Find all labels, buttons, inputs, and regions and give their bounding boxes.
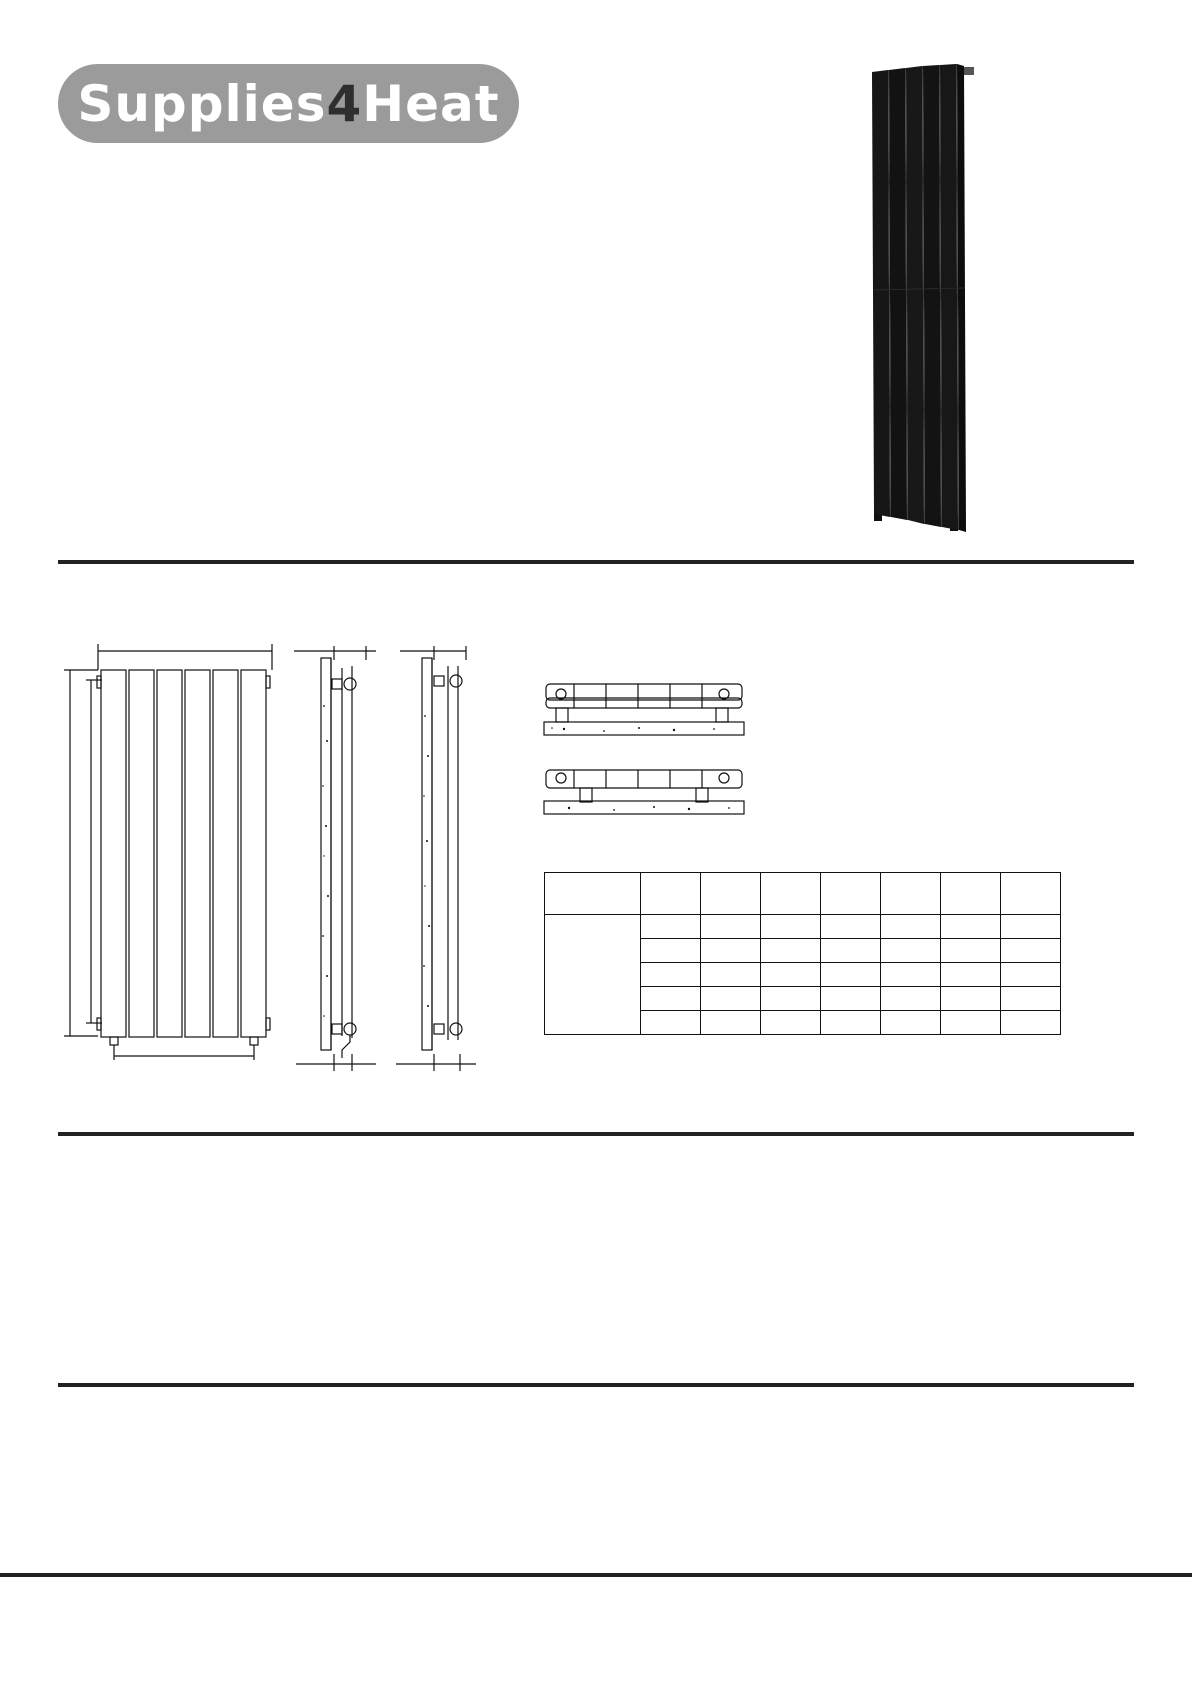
logo-number: 4	[326, 74, 363, 133]
table-cell	[641, 939, 701, 963]
table-header-cell	[821, 873, 881, 915]
table-cell	[1001, 987, 1061, 1011]
table-cell	[641, 915, 701, 939]
table-cell	[881, 1011, 941, 1035]
footer-divider	[0, 1573, 1192, 1577]
top-valve-icon	[964, 67, 974, 75]
table-cell	[821, 939, 881, 963]
section-divider-3	[58, 1383, 1134, 1387]
table-cell	[701, 939, 761, 963]
table-header-row	[545, 873, 1061, 915]
table-header-cell	[545, 873, 641, 915]
table-cell	[761, 915, 821, 939]
brand-logo	[58, 64, 519, 143]
table-row	[545, 915, 1061, 939]
table-cell	[761, 939, 821, 963]
table-cell	[1001, 1011, 1061, 1035]
table-header-cell	[701, 873, 761, 915]
table-cell	[701, 915, 761, 939]
table-cell	[761, 987, 821, 1011]
table-header-cell	[941, 873, 1001, 915]
table-cell	[821, 963, 881, 987]
section-divider-1	[58, 560, 1134, 564]
table-cell	[761, 1011, 821, 1035]
spec-table	[544, 872, 1061, 1035]
table-cell	[701, 987, 761, 1011]
table-cell	[881, 963, 941, 987]
table-cell	[821, 987, 881, 1011]
table-cell	[881, 939, 941, 963]
table-cell	[761, 963, 821, 987]
table-cell	[1001, 939, 1061, 963]
table-cell	[701, 1011, 761, 1035]
table-cell	[641, 987, 701, 1011]
table-cell	[641, 963, 701, 987]
side-view-drawing-1	[294, 646, 378, 1071]
table-cell	[821, 1011, 881, 1035]
table-cell	[941, 915, 1001, 939]
table-cell	[941, 939, 1001, 963]
table-cell	[941, 987, 1001, 1011]
table-cell	[1001, 963, 1061, 987]
connection-diagram-1	[544, 682, 744, 737]
table-cell	[701, 963, 761, 987]
radiator-product-image	[860, 62, 980, 537]
table-cell	[941, 1011, 1001, 1035]
table-cell	[941, 963, 1001, 987]
connection-diagram-2	[544, 768, 744, 816]
table-cell	[881, 987, 941, 1011]
side-view-drawing-2	[396, 646, 480, 1071]
table-header-cell	[761, 873, 821, 915]
logo-suffix: Heat	[362, 74, 500, 133]
section-divider-2	[58, 1132, 1134, 1136]
table-cell	[641, 1011, 701, 1035]
table-header-cell	[641, 873, 701, 915]
front-view-drawing	[62, 640, 282, 1065]
table-cell	[1001, 915, 1061, 939]
logo-prefix: Supplies	[77, 74, 327, 133]
table-cell	[821, 915, 881, 939]
table-group-label	[545, 915, 641, 1035]
table-header-cell	[1001, 873, 1061, 915]
table-header-cell	[881, 873, 941, 915]
brand-logo-text	[58, 64, 519, 143]
table-cell	[881, 915, 941, 939]
